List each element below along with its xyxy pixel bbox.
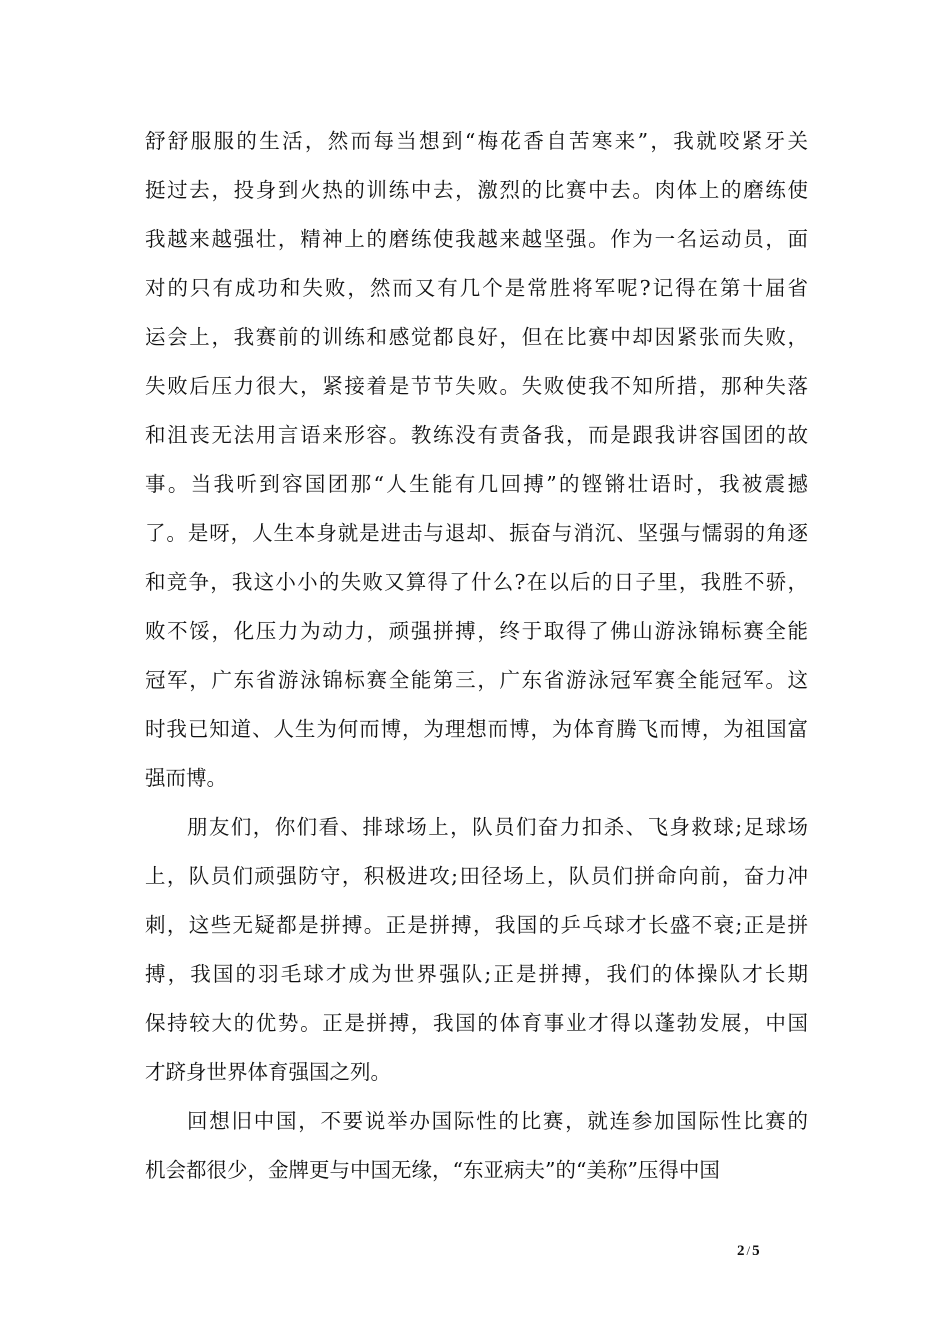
text-line: 和竞争，我这小小的失败又算得了什么?在以后的日子里，我胜不骄， [145,570,808,594]
paragraph [145,1097,808,1195]
text-line: 舒舒服服的生活，然而每当想到“梅花香自苦寒来”，我就咬紧牙关 [145,129,808,153]
text-line: 我越来越强壮，精神上的磨练使我越来越坚强。作为一名运动员，面 [145,227,808,251]
page-number [737,1243,760,1260]
text-line: 对的只有成功和失败，然而又有几个是常胜将军呢?记得在第十届省 [145,276,808,300]
page-number-separator: / [746,1243,751,1258]
text-line: 搏，我国的羽毛球才成为世界强队;正是拼搏，我们的体操队才长期 [145,962,808,986]
text-line: 才跻身世界体育强国之列。 [145,1060,391,1084]
paragraph [145,803,808,1097]
text-line: 刺，这些无疑都是拼搏。正是拼搏，我国的乒乓球才长盛不衰;正是拼 [145,913,808,937]
paragraph [145,117,808,803]
text-line: 挺过去，投身到火热的训练中去，激烈的比赛中去。肉体上的磨练使 [145,178,808,202]
current-page-number: 2 [737,1243,745,1259]
text-line: 失败后压力很大，紧接着是节节失败。失败使我不知所措，那种失落 [145,374,808,398]
text-line: 和沮丧无法用言语来形容。教练没有责备我，而是跟我讲容国团的故 [145,423,808,447]
text-line: 回想旧中国，不要说举办国际性的比赛，就连参加国际性比赛的 [187,1109,808,1133]
text-line: 了。是呀，人生本身就是进击与退却、振奋与消沉、坚强与懦弱的角逐 [145,521,808,545]
text-line: 强而博。 [145,766,227,790]
text-line: 保持较大的优势。正是拼搏，我国的体育事业才得以蓬勃发展，中国 [145,1011,808,1035]
body-text [145,117,808,1195]
total-page-count: 5 [752,1243,760,1259]
text-line: 事。当我听到容国团那“人生能有几回搏”的铿锵壮语时，我被震撼 [145,472,808,496]
text-line: 上，队员们顽强防守，积极进攻;田径场上，队员们拼命向前，奋力冲 [145,864,808,888]
text-line: 机会都很少，金牌更与中国无缘，“东亚病夫”的“美称”压得中国 [145,1158,720,1182]
text-line: 冠军，广东省游泳锦标赛全能第三，广东省游泳冠军赛全能冠军。这 [145,668,808,692]
text-line: 运会上，我赛前的训练和感觉都良好，但在比赛中却因紧张而失败， [145,325,808,349]
text-line: 败不馁，化压力为动力，顽强拼搏，终于取得了佛山游泳锦标赛全能 [145,619,808,643]
text-line: 时我已知道、人生为何而博，为理想而博，为体育腾飞而博，为祖国富 [145,717,808,741]
text-line: 朋友们，你们看、排球场上，队员们奋力扣杀、飞身救球;足球场 [187,815,808,839]
